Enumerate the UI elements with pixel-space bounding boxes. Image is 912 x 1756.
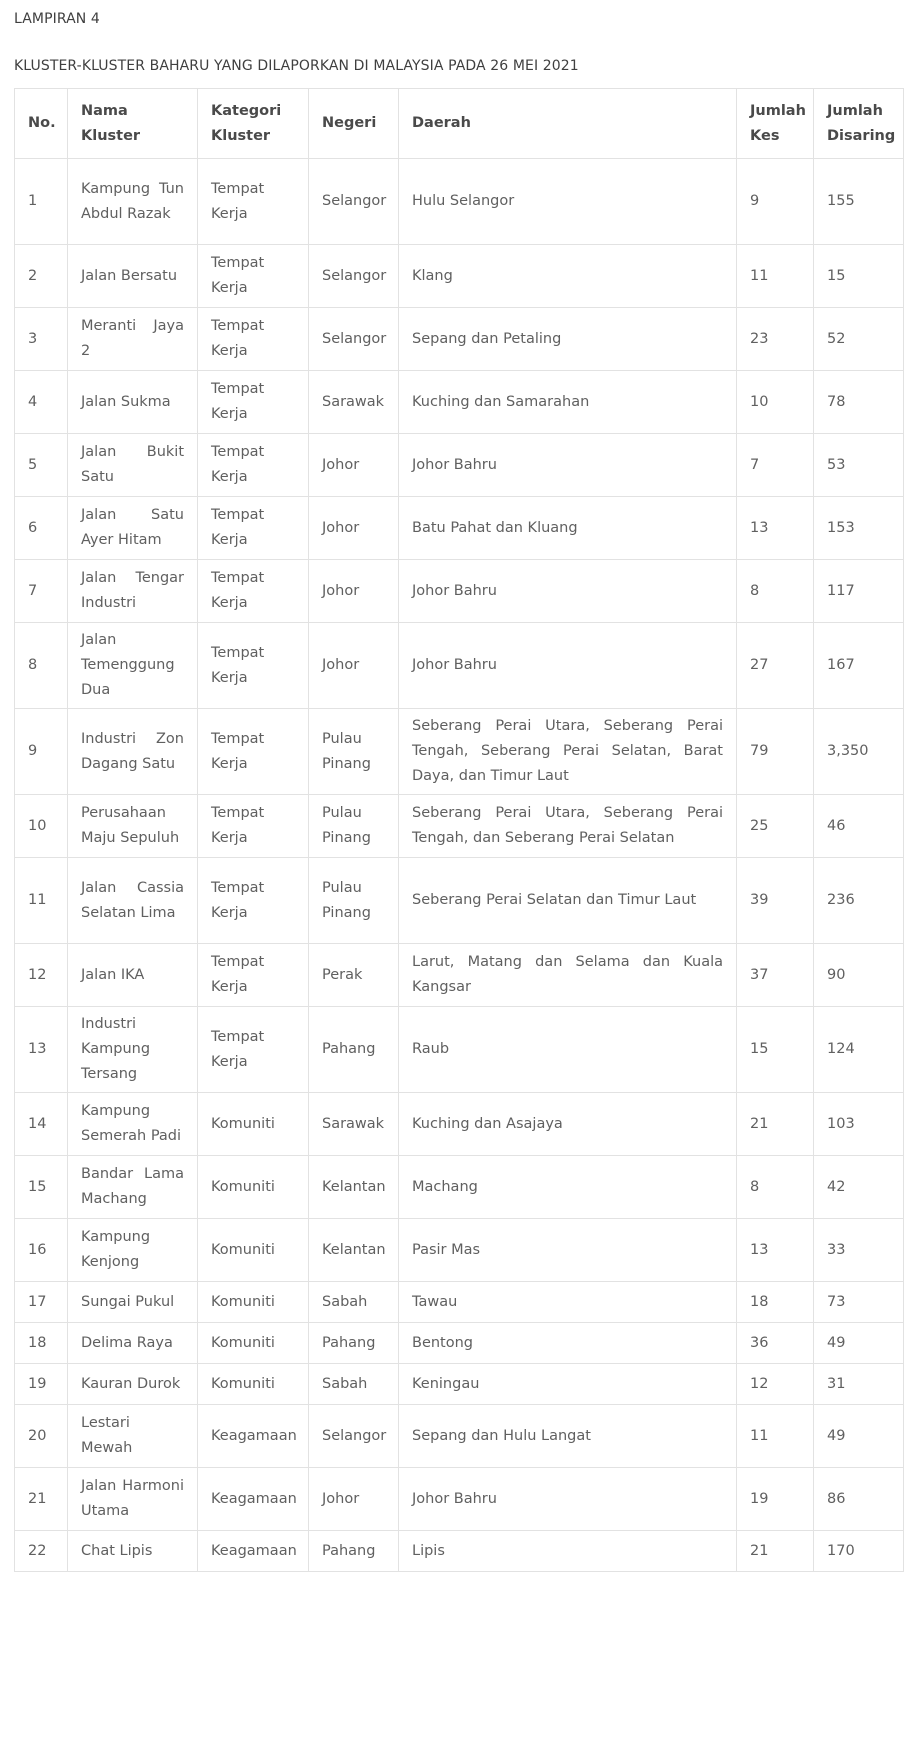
table-row — [15, 944, 904, 1007]
cell-state: Johor — [309, 497, 399, 560]
cell-screened: 236 — [814, 858, 904, 944]
cell-cluster-name: Jalan Harmoni Utama — [68, 1468, 198, 1531]
cell-state: Johor — [309, 560, 399, 623]
cell-no: 9 — [15, 709, 68, 795]
cell-cases: 11 — [737, 1405, 814, 1468]
cell-no: 2 — [15, 245, 68, 308]
cell-district: Kuching dan Asajaya — [399, 1093, 737, 1156]
table-row — [15, 1156, 904, 1219]
cell-state: Kelantan — [309, 1156, 399, 1219]
table-row — [15, 1468, 904, 1531]
cell-screened: 155 — [814, 159, 904, 245]
cell-cluster-name: Jalan Cassia Selatan Lima — [68, 858, 198, 944]
table-row — [15, 1405, 904, 1468]
cell-cases: 36 — [737, 1323, 814, 1364]
table-header-row — [15, 89, 904, 159]
cell-no: 21 — [15, 1468, 68, 1531]
cell-cases: 21 — [737, 1531, 814, 1572]
cell-state: Pahang — [309, 1007, 399, 1093]
cell-category: Tempat Kerja — [198, 1007, 309, 1093]
cell-state: Selangor — [309, 159, 399, 245]
cell-screened: 170 — [814, 1531, 904, 1572]
cell-district: Johor Bahru — [399, 1468, 737, 1531]
table-row — [15, 308, 904, 371]
header-category: Kategori Kluster — [198, 89, 309, 159]
cell-state: Johor — [309, 623, 399, 709]
cell-category: Komuniti — [198, 1156, 309, 1219]
cell-no: 11 — [15, 858, 68, 944]
cell-district: Batu Pahat dan Kluang — [399, 497, 737, 560]
table-row — [15, 560, 904, 623]
cell-state: Pahang — [309, 1531, 399, 1572]
cell-cluster-name: Kampung Tun Abdul Razak — [68, 159, 198, 245]
cell-no: 19 — [15, 1364, 68, 1405]
cell-cluster-name: Bandar Lama Machang — [68, 1156, 198, 1219]
table-row — [15, 1364, 904, 1405]
cell-cases: 27 — [737, 623, 814, 709]
cell-no: 4 — [15, 371, 68, 434]
cell-category: Tempat Kerja — [198, 795, 309, 858]
cell-screened: 103 — [814, 1093, 904, 1156]
cell-district: Sepang dan Petaling — [399, 308, 737, 371]
cell-cluster-name: Kampung Semerah Padi — [68, 1093, 198, 1156]
cell-no: 16 — [15, 1219, 68, 1282]
cell-no: 6 — [15, 497, 68, 560]
cell-category: Keagamaan — [198, 1531, 309, 1572]
cell-district: Kuching dan Samarahan — [399, 371, 737, 434]
cell-state: Selangor — [309, 308, 399, 371]
cell-screened: 31 — [814, 1364, 904, 1405]
cell-screened: 49 — [814, 1405, 904, 1468]
cell-state: Sabah — [309, 1282, 399, 1323]
cell-category: Tempat Kerja — [198, 245, 309, 308]
cell-screened: 49 — [814, 1323, 904, 1364]
clusters-table — [14, 88, 904, 1572]
cell-screened: 167 — [814, 623, 904, 709]
cell-no: 20 — [15, 1405, 68, 1468]
cell-category: Tempat Kerja — [198, 159, 309, 245]
cell-cluster-name: Jalan Temenggung Dua — [68, 623, 198, 709]
table-row — [15, 497, 904, 560]
cell-cluster-name: Kauran Durok — [68, 1364, 198, 1405]
cell-no: 13 — [15, 1007, 68, 1093]
cell-category: Komuniti — [198, 1093, 309, 1156]
cell-no: 3 — [15, 308, 68, 371]
cell-no: 22 — [15, 1531, 68, 1572]
cell-state: Pulau Pinang — [309, 709, 399, 795]
cell-screened: 53 — [814, 434, 904, 497]
cell-cases: 8 — [737, 1156, 814, 1219]
cell-district: Seberang Perai Utara, Seberang Perai Tengah, Seberang Perai Selatan, Barat Daya, dan Timur Laut — [399, 709, 737, 795]
cell-district: Raub — [399, 1007, 737, 1093]
cell-cases: 79 — [737, 709, 814, 795]
cell-category: Tempat Kerja — [198, 497, 309, 560]
cell-category: Keagamaan — [198, 1405, 309, 1468]
cell-state: Johor — [309, 434, 399, 497]
cell-cluster-name: Industri Kampung Tersang — [68, 1007, 198, 1093]
cell-cluster-name: Jalan Satu Ayer Hitam — [68, 497, 198, 560]
table-row — [15, 858, 904, 944]
header-screened: Jumlah Disaring — [814, 89, 904, 159]
cell-district: Pasir Mas — [399, 1219, 737, 1282]
header-name: Nama Kluster — [68, 89, 198, 159]
cell-category: Komuniti — [198, 1219, 309, 1282]
cell-cases: 13 — [737, 497, 814, 560]
cell-cases: 9 — [737, 159, 814, 245]
cell-screened: 90 — [814, 944, 904, 1007]
cell-no: 1 — [15, 159, 68, 245]
table-row — [15, 709, 904, 795]
cell-category: Tempat Kerja — [198, 371, 309, 434]
cell-screened: 117 — [814, 560, 904, 623]
cell-no: 5 — [15, 434, 68, 497]
document-title: KLUSTER-KLUSTER BAHARU YANG DILAPORKAN DI MALAYSIA PADA 26 MEI 2021 — [14, 58, 579, 74]
cell-cluster-name: Sungai Pukul — [68, 1282, 198, 1323]
header-district: Daerah — [399, 89, 737, 159]
cell-district: Tawau — [399, 1282, 737, 1323]
cell-cluster-name: Lestari Mewah — [68, 1405, 198, 1468]
cell-no: 18 — [15, 1323, 68, 1364]
cell-category: Tempat Kerja — [198, 434, 309, 497]
table-row — [15, 623, 904, 709]
cell-cluster-name: Jalan IKA — [68, 944, 198, 1007]
cell-district: Machang — [399, 1156, 737, 1219]
cell-district: Seberang Perai Utara, Seberang Perai Tengah, dan Seberang Perai Selatan — [399, 795, 737, 858]
header-cases: Jumlah Kes — [737, 89, 814, 159]
cell-category: Tempat Kerja — [198, 560, 309, 623]
cell-state: Sabah — [309, 1364, 399, 1405]
table-row — [15, 1093, 904, 1156]
cell-no: 17 — [15, 1282, 68, 1323]
cell-category: Tempat Kerja — [198, 858, 309, 944]
cell-state: Pulau Pinang — [309, 795, 399, 858]
cell-cluster-name: Jalan Tengar Industri — [68, 560, 198, 623]
table-row — [15, 371, 904, 434]
cell-district: Johor Bahru — [399, 623, 737, 709]
cell-screened: 3,350 — [814, 709, 904, 795]
cell-screened: 86 — [814, 1468, 904, 1531]
cell-screened: 15 — [814, 245, 904, 308]
cell-category: Komuniti — [198, 1282, 309, 1323]
cell-no: 7 — [15, 560, 68, 623]
header-no: No. — [15, 89, 68, 159]
attachment-label: LAMPIRAN 4 — [14, 11, 100, 27]
cell-state: Sarawak — [309, 1093, 399, 1156]
cell-cases: 39 — [737, 858, 814, 944]
cell-state: Selangor — [309, 245, 399, 308]
table-row — [15, 1007, 904, 1093]
cell-screened: 73 — [814, 1282, 904, 1323]
table-row — [15, 434, 904, 497]
table-row — [15, 1282, 904, 1323]
cell-cases: 21 — [737, 1093, 814, 1156]
cell-category: Tempat Kerja — [198, 623, 309, 709]
cell-district: Klang — [399, 245, 737, 308]
table-row — [15, 159, 904, 245]
cell-cases: 8 — [737, 560, 814, 623]
cell-screened: 46 — [814, 795, 904, 858]
cell-category: Komuniti — [198, 1364, 309, 1405]
cell-no: 10 — [15, 795, 68, 858]
cell-cases: 15 — [737, 1007, 814, 1093]
cell-state: Pahang — [309, 1323, 399, 1364]
cell-cluster-name: Industri Zon Dagang Satu — [68, 709, 198, 795]
cell-cases: 12 — [737, 1364, 814, 1405]
cell-no: 8 — [15, 623, 68, 709]
cell-screened: 33 — [814, 1219, 904, 1282]
cell-cluster-name: Jalan Bukit Satu — [68, 434, 198, 497]
cell-cases: 25 — [737, 795, 814, 858]
cell-cluster-name: Jalan Sukma — [68, 371, 198, 434]
cell-cases: 13 — [737, 1219, 814, 1282]
cell-cases: 7 — [737, 434, 814, 497]
header-state: Negeri — [309, 89, 399, 159]
cell-district: Sepang dan Hulu Langat — [399, 1405, 737, 1468]
cell-cases: 37 — [737, 944, 814, 1007]
cell-no: 15 — [15, 1156, 68, 1219]
cell-screened: 124 — [814, 1007, 904, 1093]
table-row — [15, 795, 904, 858]
table-body — [15, 159, 904, 1572]
cell-no: 14 — [15, 1093, 68, 1156]
cell-state: Kelantan — [309, 1219, 399, 1282]
cell-screened: 42 — [814, 1156, 904, 1219]
cell-district: Keningau — [399, 1364, 737, 1405]
cell-district: Lipis — [399, 1531, 737, 1572]
cell-category: Tempat Kerja — [198, 308, 309, 371]
cell-district: Johor Bahru — [399, 560, 737, 623]
cell-district: Seberang Perai Selatan dan Timur Laut — [399, 858, 737, 944]
cell-category: Keagamaan — [198, 1468, 309, 1531]
cell-district: Bentong — [399, 1323, 737, 1364]
cell-category: Komuniti — [198, 1323, 309, 1364]
cell-state: Sarawak — [309, 371, 399, 434]
cell-no: 12 — [15, 944, 68, 1007]
cell-screened: 52 — [814, 308, 904, 371]
cell-district: Larut, Matang dan Selama dan Kuala Kangsar — [399, 944, 737, 1007]
cell-cluster-name: Perusahaan Maju Sepuluh — [68, 795, 198, 858]
cell-district: Johor Bahru — [399, 434, 737, 497]
table-row — [15, 245, 904, 308]
cell-cases: 10 — [737, 371, 814, 434]
cell-screened: 153 — [814, 497, 904, 560]
cell-cases: 23 — [737, 308, 814, 371]
cell-cluster-name: Meranti Jaya 2 — [68, 308, 198, 371]
cell-cluster-name: Chat Lipis — [68, 1531, 198, 1572]
cell-cluster-name: Jalan Bersatu — [68, 245, 198, 308]
cell-state: Selangor — [309, 1405, 399, 1468]
table-row — [15, 1219, 904, 1282]
cell-cases: 19 — [737, 1468, 814, 1531]
table-row — [15, 1323, 904, 1364]
cell-screened: 78 — [814, 371, 904, 434]
cell-cluster-name: Delima Raya — [68, 1323, 198, 1364]
cell-cases: 11 — [737, 245, 814, 308]
cell-cases: 18 — [737, 1282, 814, 1323]
cell-state: Perak — [309, 944, 399, 1007]
cell-category: Tempat Kerja — [198, 709, 309, 795]
cell-state: Johor — [309, 1468, 399, 1531]
cell-category: Tempat Kerja — [198, 944, 309, 1007]
cell-cluster-name: Kampung Kenjong — [68, 1219, 198, 1282]
table-row — [15, 1531, 904, 1572]
cell-district: Hulu Selangor — [399, 159, 737, 245]
cell-state: Pulau Pinang — [309, 858, 399, 944]
